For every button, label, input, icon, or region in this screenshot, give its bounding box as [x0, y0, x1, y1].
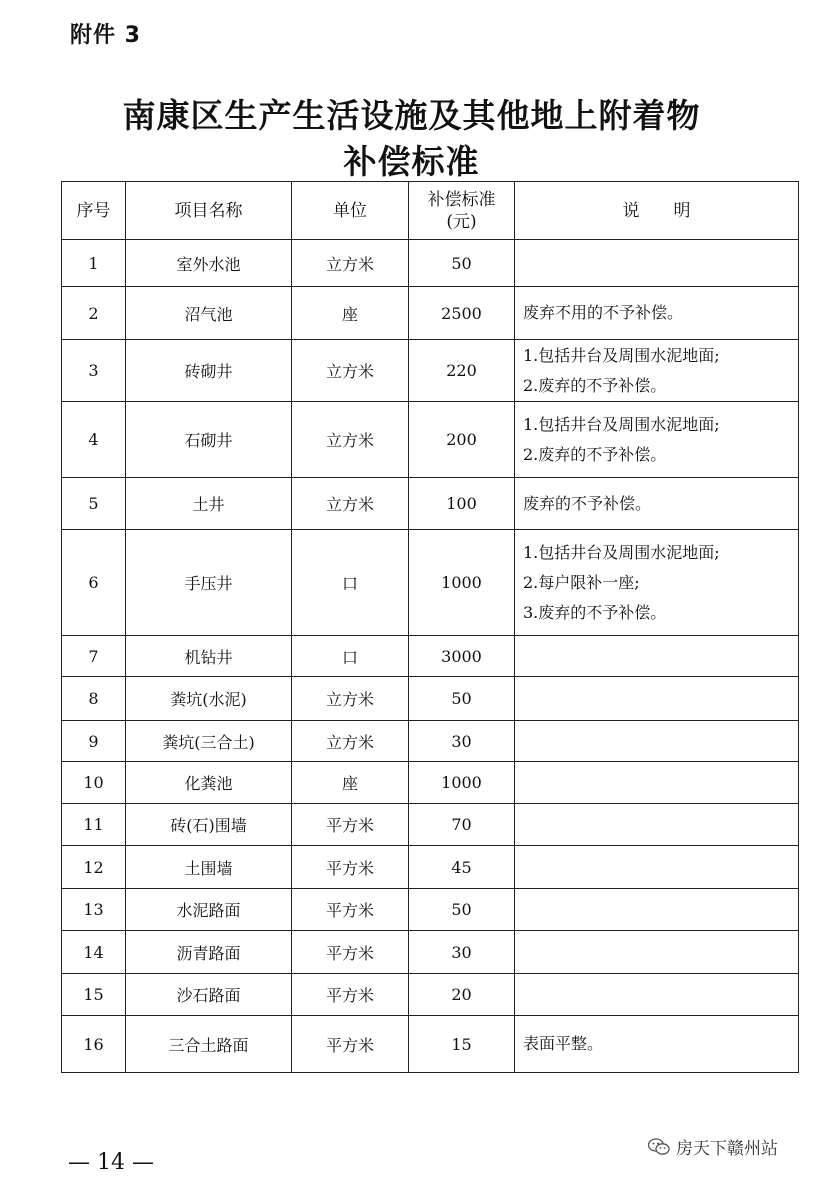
- header-standard-line-1: 补偿标准: [427, 189, 496, 210]
- row-note: [515, 721, 799, 762]
- row-note: [515, 240, 799, 287]
- row-item-name: 室外水池: [126, 240, 292, 287]
- row-item-name: 沥青路面: [126, 931, 292, 974]
- row-unit: 立方米: [292, 677, 409, 721]
- row-unit: 平方米: [292, 804, 409, 846]
- row-standard: 70: [409, 804, 515, 846]
- row-item-name: 土井: [126, 478, 292, 530]
- wechat-icon: [648, 1138, 670, 1156]
- row-standard: 1000: [409, 762, 515, 804]
- row-item-name: 沼气池: [126, 287, 292, 340]
- row-note-line: 3.废弃的不予补偿。: [523, 602, 667, 622]
- table-row: [62, 478, 799, 530]
- row-standard: 50: [409, 677, 515, 721]
- row-item-name: 机钻井: [126, 636, 292, 677]
- row-unit: 座: [292, 762, 409, 804]
- row-note: [515, 1016, 799, 1073]
- row-unit: 口: [292, 636, 409, 677]
- row-item-name: 手压井: [126, 530, 292, 636]
- row-note: [515, 677, 799, 721]
- row-index: 6: [62, 530, 126, 636]
- table-row: [62, 721, 799, 762]
- row-item-name: 砖砌井: [126, 340, 292, 402]
- row-note-line: 表面平整。: [523, 1034, 604, 1053]
- row-index: 13: [62, 889, 126, 931]
- row-standard: 50: [409, 889, 515, 931]
- row-note: [515, 846, 799, 889]
- row-unit: 立方米: [292, 402, 409, 478]
- row-note: [515, 804, 799, 846]
- row-standard: 1000: [409, 530, 515, 636]
- row-standard: 3000: [409, 636, 515, 677]
- row-index: 5: [62, 478, 126, 530]
- row-unit: 立方米: [292, 340, 409, 402]
- table-header-row: [62, 182, 799, 240]
- row-note: [515, 340, 799, 402]
- table-row: [62, 402, 799, 478]
- row-note-line: 废弃不用的不予补偿。: [523, 303, 684, 322]
- table-row: [62, 846, 799, 889]
- row-unit: 立方米: [292, 721, 409, 762]
- row-standard: 100: [409, 478, 515, 530]
- row-note-line: 废弃的不予补偿。: [523, 493, 652, 513]
- row-standard: 30: [409, 721, 515, 762]
- table-row: [62, 804, 799, 846]
- row-unit: 平方米: [292, 846, 409, 889]
- row-index: 11: [62, 804, 126, 846]
- header-unit: 单位: [292, 182, 409, 240]
- row-unit: 立方米: [292, 478, 409, 530]
- row-standard: 45: [409, 846, 515, 889]
- table-row: [62, 287, 799, 340]
- row-note-line: 1.包括井台及周围水泥地面;: [523, 345, 720, 365]
- document-title-line-1: 南康区生产生活设施及其他地上附着物: [122, 96, 701, 135]
- row-item-name: 粪坑(水泥): [126, 677, 292, 721]
- row-note-line: 1.包括井台及周围水泥地面;: [523, 414, 720, 434]
- row-item-name: 石砌井: [126, 402, 292, 478]
- row-index: 12: [62, 846, 126, 889]
- row-index: 16: [62, 1016, 126, 1073]
- document-title-line-2: 补偿标准: [343, 142, 480, 181]
- page-number: — 14 —: [68, 1150, 154, 1175]
- row-note: [515, 478, 799, 530]
- watermark: [648, 1134, 778, 1159]
- row-note-line: 2.废弃的不予补偿。: [523, 375, 667, 395]
- row-note: [515, 530, 799, 636]
- row-item-name: 水泥路面: [126, 889, 292, 931]
- row-item-name: 沙石路面: [126, 974, 292, 1016]
- header-standard: [409, 182, 515, 240]
- row-index: 3: [62, 340, 126, 402]
- row-note-line: 2.每户限补一座;: [523, 572, 640, 592]
- row-unit: 座: [292, 287, 409, 340]
- row-standard: 20: [409, 974, 515, 1016]
- row-item-name: 化粪池: [126, 762, 292, 804]
- row-item-name: 三合土路面: [126, 1016, 292, 1073]
- row-unit: 口: [292, 530, 409, 636]
- row-index: 9: [62, 721, 126, 762]
- row-item-name: 粪坑(三合土): [126, 721, 292, 762]
- row-item-name: 土围墙: [126, 846, 292, 889]
- row-note: [515, 636, 799, 677]
- row-unit: 平方米: [292, 931, 409, 974]
- row-note: [515, 287, 799, 340]
- row-standard: 15: [409, 1016, 515, 1073]
- row-index: 7: [62, 636, 126, 677]
- header-item-name: 项目名称: [126, 182, 292, 240]
- row-unit: 平方米: [292, 1016, 409, 1073]
- row-standard: 2500: [409, 287, 515, 340]
- row-standard: 50: [409, 240, 515, 287]
- row-note: [515, 889, 799, 931]
- table-row: [62, 240, 799, 287]
- row-note-line: 1.包括井台及周围水泥地面;: [523, 542, 720, 562]
- watermark-text: 房天下赣州站: [676, 1139, 778, 1159]
- header-standard-line-2: (元): [446, 211, 477, 232]
- table-row: [62, 762, 799, 804]
- row-index: 14: [62, 931, 126, 974]
- table-row: [62, 1016, 799, 1073]
- table-row: [62, 677, 799, 721]
- table-row: [62, 530, 799, 636]
- table-row: [62, 889, 799, 931]
- table-row: [62, 636, 799, 677]
- row-note-line: 2.废弃的不予补偿。: [523, 444, 667, 464]
- row-index: 10: [62, 762, 126, 804]
- table-row: [62, 340, 799, 402]
- row-note: [515, 402, 799, 478]
- row-index: 1: [62, 240, 126, 287]
- row-standard: 30: [409, 931, 515, 974]
- row-index: 15: [62, 974, 126, 1016]
- row-index: 4: [62, 402, 126, 478]
- row-unit: 立方米: [292, 240, 409, 287]
- table-row: [62, 974, 799, 1016]
- compensation-table: [61, 181, 799, 1073]
- row-index: 2: [62, 287, 126, 340]
- row-note: [515, 931, 799, 974]
- header-note: 说 明: [515, 182, 799, 240]
- row-note: [515, 762, 799, 804]
- header-index: 序号: [62, 182, 126, 240]
- row-standard: 220: [409, 340, 515, 402]
- row-index: 8: [62, 677, 126, 721]
- row-unit: 平方米: [292, 974, 409, 1016]
- annex-label: 附件 3: [70, 23, 141, 48]
- row-note: [515, 974, 799, 1016]
- row-unit: 平方米: [292, 889, 409, 931]
- row-standard: 200: [409, 402, 515, 478]
- table-row: [62, 931, 799, 974]
- row-item-name: 砖(石)围墙: [126, 804, 292, 846]
